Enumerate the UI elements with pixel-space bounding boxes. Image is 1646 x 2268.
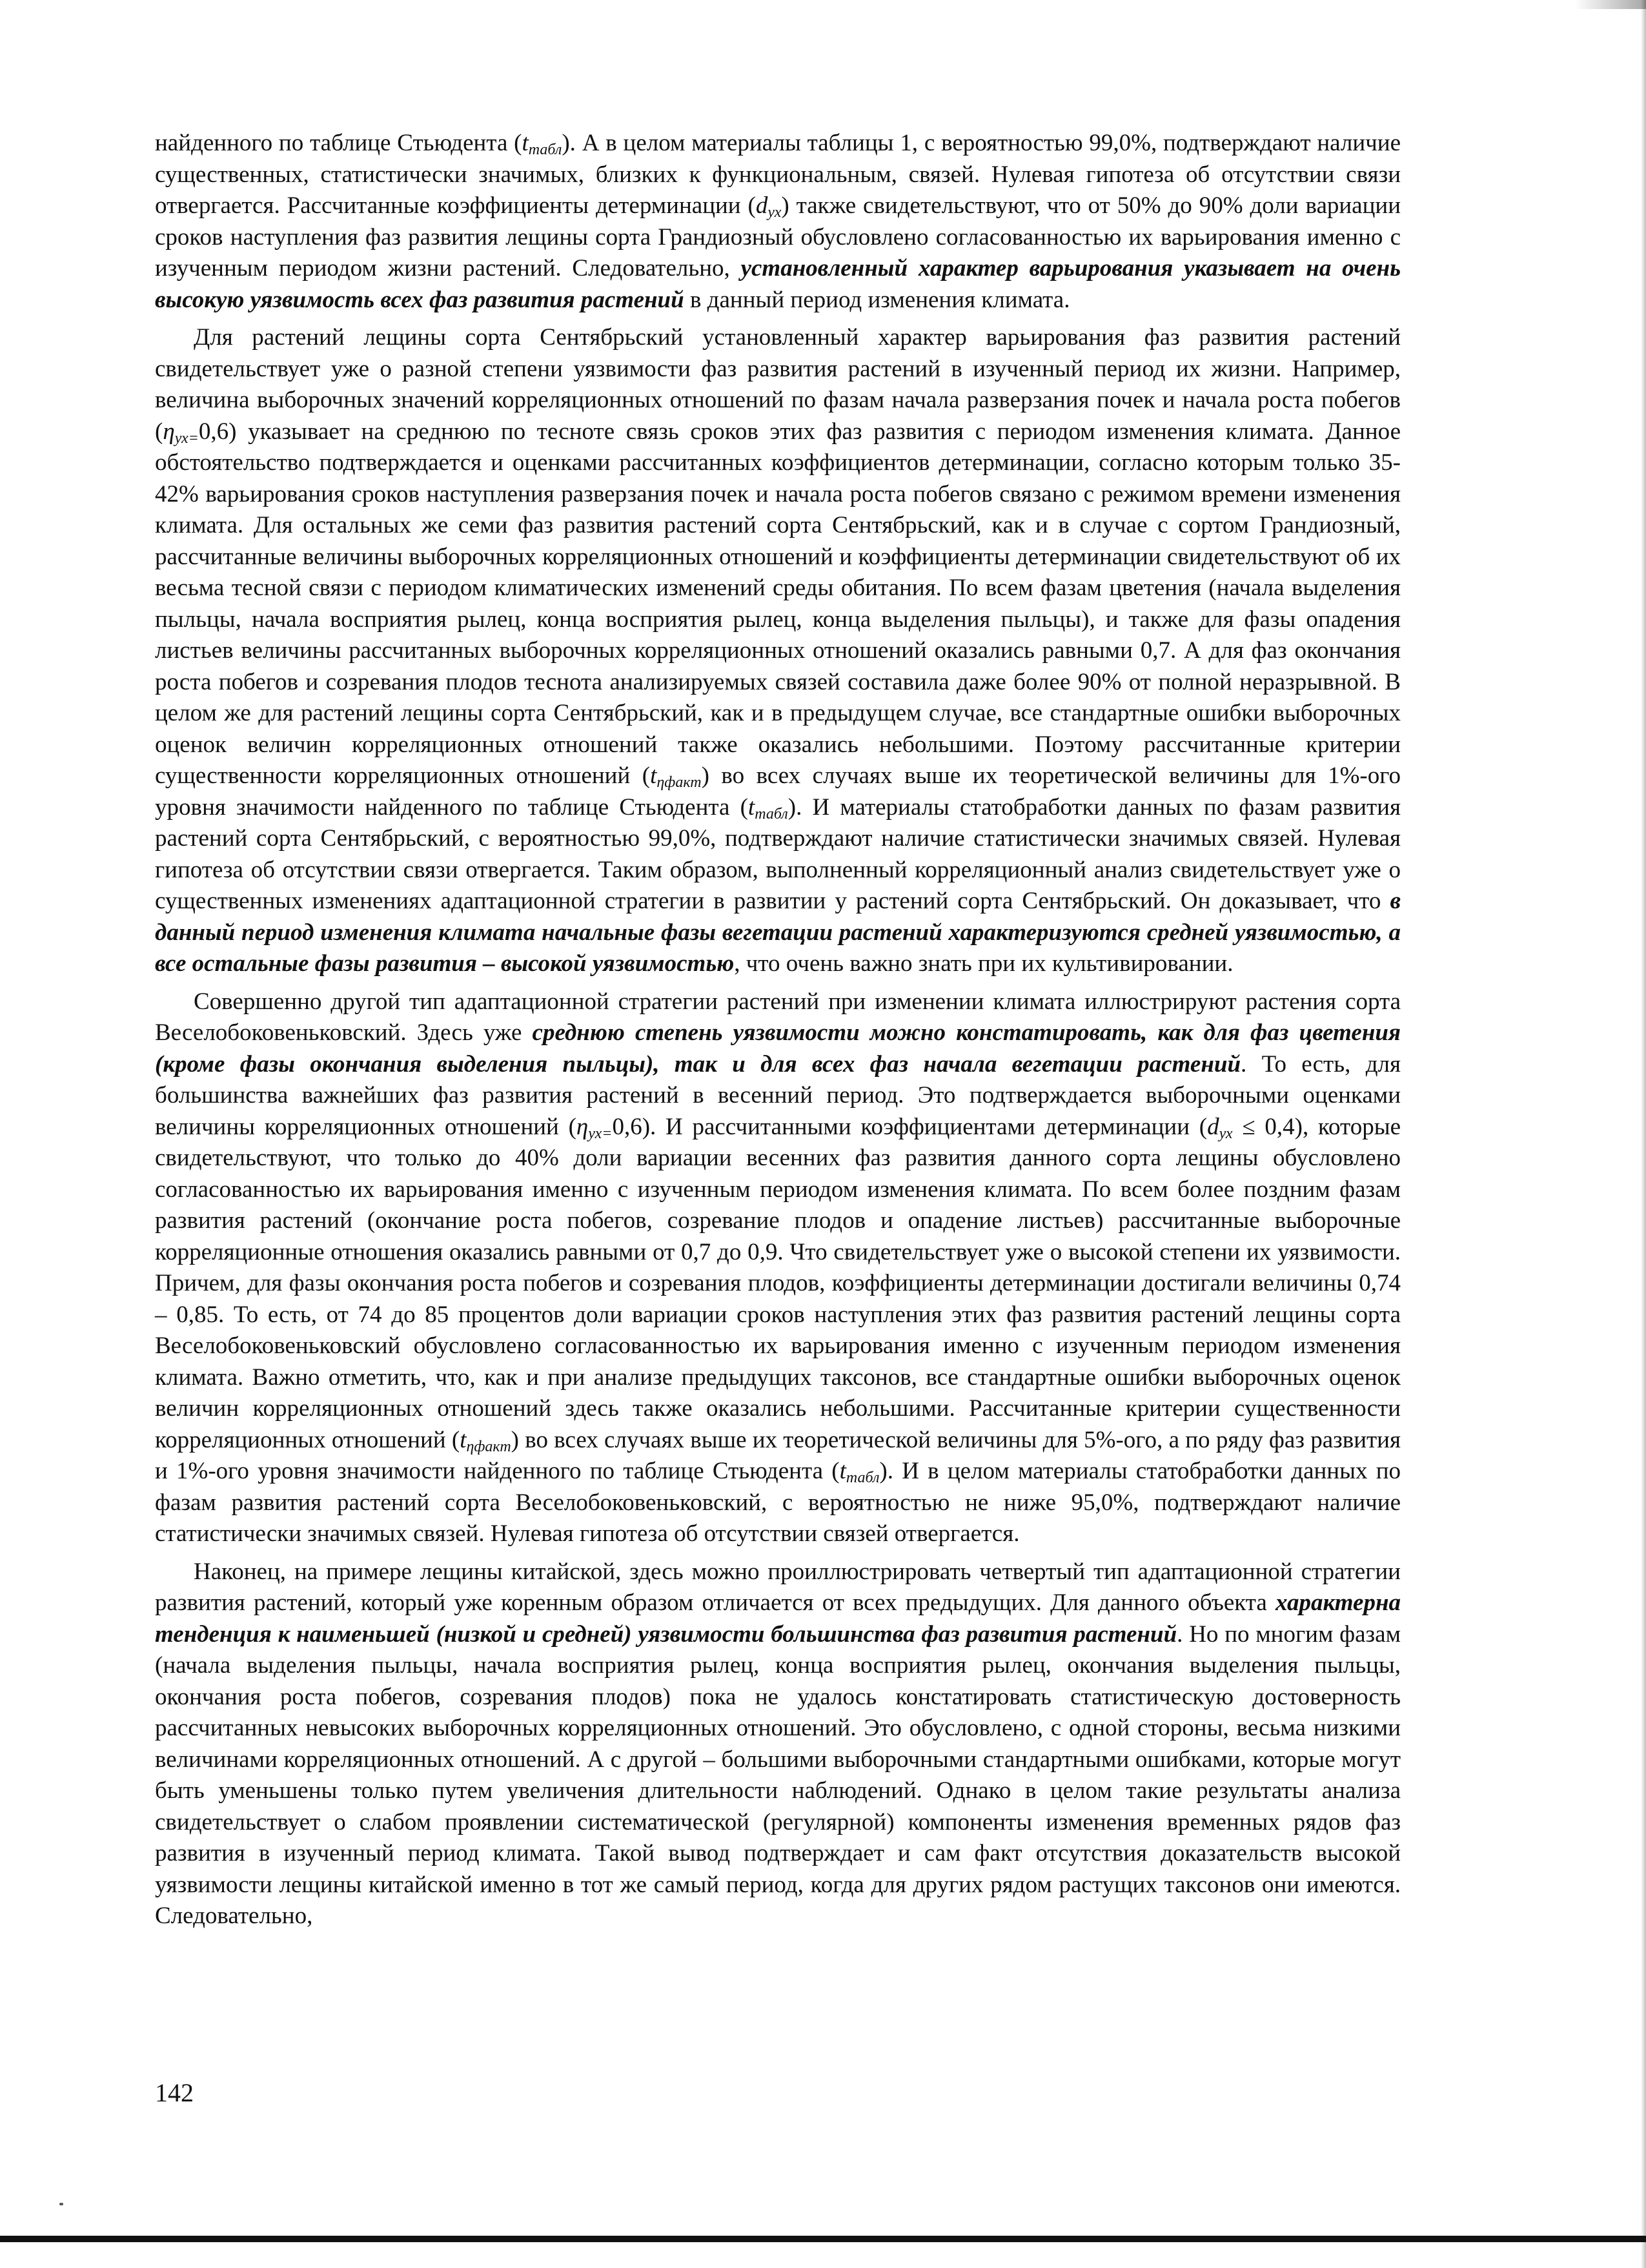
italic-symbol: d <box>755 192 768 219</box>
subscript-index: ηфакт <box>656 774 702 791</box>
paragraph-2 <box>155 322 1401 980</box>
page-body <box>155 128 1401 1932</box>
text-run: 0,6). И рассчитанными коэффициентами детерминации ( <box>612 1113 1208 1140</box>
italic-symbol: t <box>650 762 657 789</box>
text-run: Наконец, на примере лещины китайской, здесь можно проиллюстрировать четвертый тип адаптационной стратегии развития растений, который уже коренным образом отличается от всех предыдущих. Для данного объекта <box>155 1558 1401 1616</box>
text-run: 0,6) указывает на среднюю по тесноте связь сроков этих фаз развития с периодом изменения климата. Данное обстоятельство подтверждается и оценками рассчитанных коэффициентов детерминации, согласно которым только 35-42% варьирования сроков наступления разверзания почек и начала роста побегов связано с режимом времени изменения климата. Для остальных же семи фаз развития растений сорта Сентябрьский, как и в случае с сортом Грандиозный, рассчитанные величины выборочных корреляционных отношений и коэффициенты детерминации свидетельствуют об их весьма тесной связи с периодом климатических изменений среды обитания. По всем фазам цветения (начала выделения пыльцы, начала восприятия рылец, конца восприятия рылец, конца выделения пыльцы), и также для фазы опадения листьев величины рассчитанных выборочных корреляционных отношений оказались равными 0,7. А для фаз окончания роста побегов и созревания плодов теснота анализируемых связей составила даже более 90% от полной неразрывной. В целом же для растений лещины сорта Сентябрьский, как и в предыдущем случае, все стандартные ошибки выборочных оценок величин корреляционных отношений также оказались небольшими. Поэтому рассчитанные критерии существенности корреляционных отношений ( <box>155 418 1401 789</box>
text-run: Для растений лещины сорта Сентябрьский установленный характер варьирования фаз развития растений свидетельствует уже о разной степени уязвимости фаз развития растений в изученный период их жизни. Например, величина выборочных значений корреляционных отношений по фазам начала разверзания почек и начала роста побегов ( <box>155 324 1401 445</box>
text-run: ≤ 0,4), которые свидетельствуют, что только до 40% доли вариации весенних фаз развития данного сорта лещины обусловлено согласованностью их варьирования именно с изученным периодом изменения климата. По всем более поздним фазам развития растений (окончание роста побегов, созревание плодов и опадение листьев) рассчитанные выборочные корреляционные отношения оказались равными от 0,7 до 0,9. Что свидетельствует уже о высокой степени их уязвимости. Причем, для фазы окончания роста побегов и созревания плодов, коэффициенты детерминации достигали величины 0,74 – 0,85. То есть, от 74 до 85 процентов доли вариации сроков наступления этих фаз развития растений лещины сорта Веселобоковеньковский обусловлено согласованностью их варьирования именно с изученным периодом изменения климата. Важно отметить, что, как и при анализе предыдущих таксонов, все стандартные ошибки выборочных оценок величин корреляционных отношений здесь также оказались небольшими. Рассчитанные критерии существенности корреляционных отношений ( <box>155 1113 1401 1453</box>
scan-edge-shadow-right <box>1641 0 1646 2268</box>
bottom-rule <box>0 2236 1646 2242</box>
subscript-index: ух <box>1219 1125 1233 1142</box>
paragraph-3 <box>155 986 1401 1550</box>
text-run: ) во всех случаях выше их теоретической величины для 1%-ого уровня значимости найденного по таблице Стьюдента ( <box>155 762 1401 821</box>
subscript-index: ух= <box>588 1125 613 1142</box>
scan-edge-shadow-top <box>1575 0 1646 9</box>
italic-symbol: η <box>163 418 175 445</box>
subscript-index: ух= <box>174 429 199 447</box>
text-run: найденного по таблице Стьюдента ( <box>155 130 522 156</box>
text-run: . То есть, для большинства важнейших фаз развития растений в весенний период. Это подтверждается выборочными оценками величины корреляционных отношений ( <box>155 1050 1401 1140</box>
emphasis-run: в данный период изменения климата начальные фазы вегетации растений характеризуются средней уязвимостью, а все остальные фазы развития – высокой уязвимостью <box>155 888 1401 977</box>
emphasis-run: среднюю степень уязвимости можно констатировать, как для фаз цветения (кроме фазы окончания выделения пыльцы), так и для всех фаз начала вегетации растений <box>155 1019 1401 1078</box>
subscript-index: табл <box>755 805 788 822</box>
text-run: ). И в целом материалы статобработки данных по фазам развития растений сорта Веселобоковеньковский, с вероятностью не ниже 95,0%, подтверждают наличие статистически значимых связей. Нулевая гипотеза об отсутствии связей отвергается. <box>155 1458 1401 1547</box>
italic-symbol: d <box>1207 1113 1219 1140</box>
text-run: ) также свидетельствуют, что от 50% до 90% доли вариации сроков наступления фаз развития лещины сорта Грандиозный обусловлено согласованностью их варьирования именно с изученным периодом жизни растений. Следовательно, <box>155 192 1401 281</box>
subscript-index: табл <box>528 141 562 158</box>
italic-symbol: t <box>747 793 755 821</box>
text-run: , что очень важно знать при их культивировании. <box>734 950 1234 977</box>
italic-symbol: t <box>522 130 529 156</box>
text-run: ). И материалы статобработки данных по фазам развития растений сорта Сентябрьский, с вероятностью 99,0%, подтверждают наличие статистически значимых связей. Нулевая гипотеза об отсутствии связи отвергается. Таким образом, выполненный корреляционный анализ свидетельствует уже о существенных изменениях адаптационной стратегии в развитии у растений сорта Сентябрьский. Он доказывает, что <box>155 793 1401 914</box>
text-run: ). А в целом материалы таблицы 1, с вероятностью 99,0%, подтверждают наличие существенных, статистически значимых, близких к функциональным, связей. Нулевая гипотеза об отсутствии связи отвергается. Рассчитанные коэффициенты детерминации ( <box>155 130 1401 219</box>
paragraph-1 <box>155 128 1401 316</box>
scan-speck <box>59 2203 63 2205</box>
subscript-index: ух <box>767 204 782 221</box>
subscript-index: табл <box>846 1469 880 1486</box>
italic-symbol: η <box>576 1113 589 1140</box>
paragraph-4 <box>155 1557 1401 1932</box>
text-run: в данный период изменения климата. <box>684 286 1070 313</box>
text-run: Совершенно другой тип адаптационной стратегии растений при изменении климата иллюстрируют растения сорта Веселобоковеньковский. Здесь уже <box>155 988 1401 1046</box>
text-run: . Но по многим фазам (начала выделения пыльцы, начала восприятия рылец, конца восприятия рылец, окончания выделения пыльцы, окончания роста побегов, созревания плодов) пока не удалось констатировать статистическую достоверность рассчитанных невысоких выборочных корреляционных отношений. Это обусловлено, с одной стороны, весьма низкими величинами корреляционных отношений. А с другой – большими выборочными стандартными ошибками, которые могут быть уменьшены только путем увеличения длительности наблюдений. Однако в целом такие результаты анализа свидетельствует о слабом проявлении систематической (регулярной) компоненты изменения временных рядов фаз развития в изученный период климата. Такой вывод подтверждает и сам факт отсутствия доказательств высокой уязвимости лещины китайской именно в тот же самый период, когда для других рядом растущих таксонов они имеются. Следовательно, <box>155 1620 1401 1929</box>
emphasis-run: установленный характер варьирования указывает на очень высокую уязвимость всех фаз развития растений <box>155 255 1401 313</box>
italic-symbol: t <box>839 1458 846 1484</box>
emphasis-run: характерна тенденция к наименьшей (низкой и средней) уязвимости большинства фаз развития растений <box>155 1589 1401 1648</box>
italic-symbol: t <box>460 1426 467 1453</box>
page-number: 142 <box>155 2078 194 2107</box>
text-run: ) во всех случаях выше их теоретической величины для 5%-ого, а по ряду фаз развития и 1%-ого уровня значимости найденного по таблице Стьюдента ( <box>155 1426 1401 1484</box>
subscript-index: ηфакт <box>466 1438 511 1455</box>
